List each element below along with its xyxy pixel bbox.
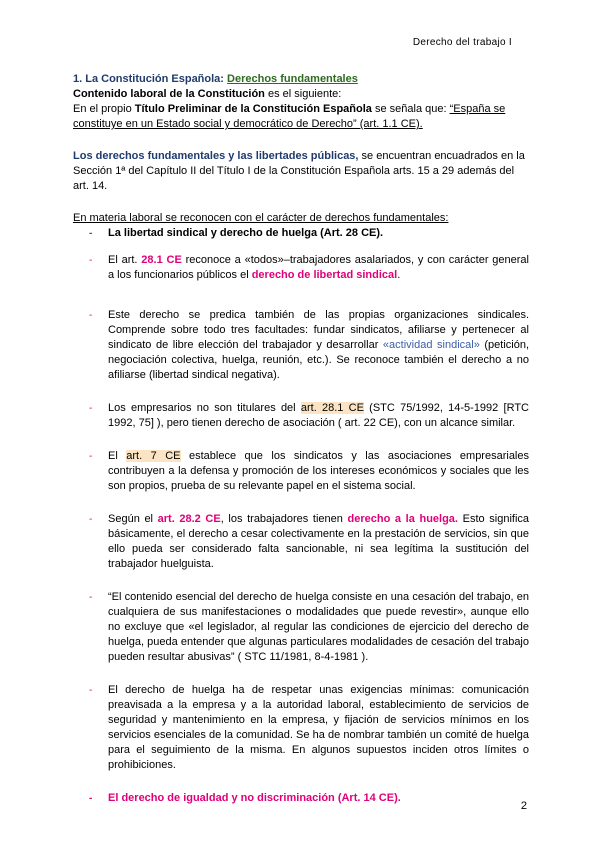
document-body — [73, 72, 529, 806]
list-item-empresarios: - Los empresarios no son titulares del art. 28.1 CE (STC 75/1992, 14-5-1992 [RTC 1992, 75] ), pero tienen derecho de asociación ( art. 22 CE), con un alcance similar. — [89, 402, 529, 429]
intro-line-2: En el propio Título Preliminar de la Constitución Española se señala que: “España se constituye en un Estado social y democrático de Derecho” (art. 1.1 CE). — [73, 103, 506, 130]
rights-paragraph: Los derechos fundamentales y las libertades públicas, se encuentran encuadrados en la Sección 1ª del Capítulo II del Título I de la Constitución Española arts. 15 a 29 además del art. 14. — [73, 150, 525, 192]
list-item-art-28-1: - El art. 28.1 CE reconoce a «todos»–trabajadores asalariados, y con carácter general a los funcionarios públicos el derecho de libertad sindical. — [89, 254, 529, 281]
section-subject: Derechos fundamentales — [227, 73, 358, 85]
list-item-art-7: - El art. 7 CE establece que los sindicatos y las asociaciones empresariales contribuyen a la defensa y promoción de los intereses económicos y sociales que les son propios, prueba de su relevante papel en el sistema social. — [89, 450, 529, 492]
constitution-quote: “España se constituye en un Estado social y democrático de Derecho” (art. 1.1 CE). — [73, 103, 506, 130]
page-number: 2 — [520, 800, 527, 812]
laboral-heading: En materia laboral se reconocen con el carácter de derechos fundamentales: — [73, 212, 449, 224]
list-item-igualdad: - El derecho de igualdad y no discriminación (Art. 14 CE). — [89, 792, 401, 804]
running-header: Derecho del trabajo I — [412, 37, 512, 48]
intro-line-1: Contenido laboral de la Constitución es el siguiente: — [73, 88, 342, 100]
list-item-libertad-sindical: - La libertad sindical y derecho de huelga (Art. 28 CE). — [89, 227, 384, 239]
list-item-exigencias-minimas: - El derecho de huelga ha de respetar unas exigencias mínimas: comunicación preavisada a la empresa y a la autoridad laboral, establecimiento de servicios de seguridad y mantenimiento en la empresa, y fijación de servicios mínimos en los servicios esenciales de la comunidad. Se ha de nombrar también un comité de huelga para el seguimiento de la misma. En algunos supuestos inciden otros límites o prohibiciones. — [89, 684, 529, 771]
list-item-organizaciones-sindicales: - Este derecho se predica también de las propias organizaciones sindicales. Comprende sobre todo tres facultades: fundar sindicatos, afiliarse y pertenecer al sindicato de libre elección del trabajador y desarrollar «actividad sindical» (petición, negociación colectiva, huelga, reunión, etc.). Se reconoce también el derecho a no afiliarse (libertad sindical negativa). — [89, 309, 530, 381]
list-item-contenido-esencial: - “El contenido esencial del derecho de huelga consiste en una cesación del trabajo, en cualquiera de sus manifestaciones o modalidades que puede revestir», aunque ello no excluye que «el legislador, al regular las condiciones de ejercicio del derecho de huelga, pueda entender que algunas particulares modalidades de cesación del trabajo pueden resultar abusivas” ( STC 11/1981, 8-4-1981 ). — [89, 591, 529, 663]
section-heading: 1. La Constitución Española: Derechos fundamentales — [73, 73, 358, 85]
list-item-derecho-huelga: - Según el art. 28.2 CE, los trabajadores tienen derecho a la huelga. Esto significa básicamente, el derecho a cesar colectivamente en la prestación de servicios, sin que ello pueda ser considerado falta sancionable, ni sea legítima la sustitución del trabajador huelguista. — [89, 513, 529, 570]
